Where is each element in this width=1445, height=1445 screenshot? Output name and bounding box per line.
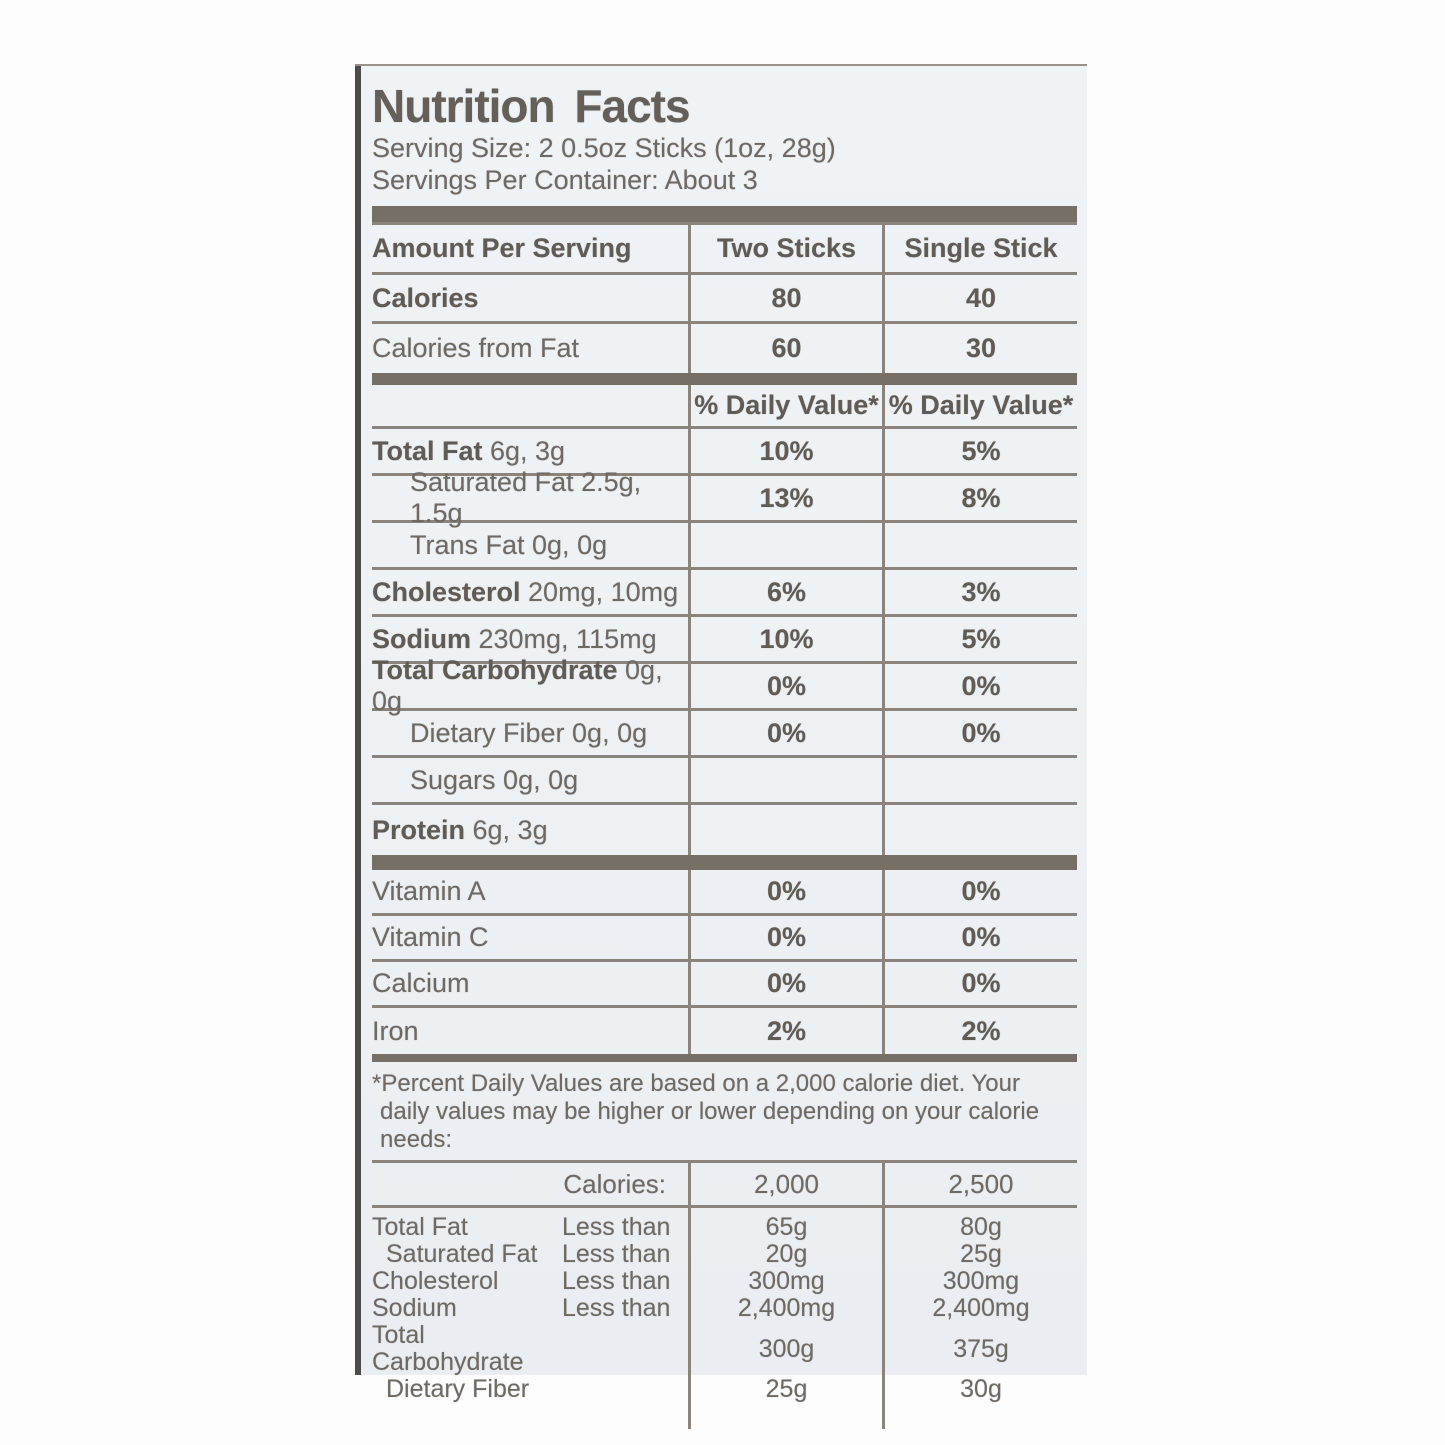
vitamin-single-stick-value: 2% xyxy=(882,1008,1077,1054)
footer-qualifier xyxy=(562,1322,682,1376)
daily-value-header-two-sticks: % Daily Value* xyxy=(688,385,882,426)
calories-from-fat-two-sticks-value: 60 xyxy=(688,324,882,373)
divider-bar xyxy=(372,855,1077,870)
nutrient-amount: Dietary Fiber 0g, 0g xyxy=(410,717,648,748)
nutrient-name: Total Fat xyxy=(372,435,483,466)
table-header-row xyxy=(372,225,1077,275)
footer-filler-row xyxy=(372,1403,1077,1429)
footer-row-dietary-fiber xyxy=(372,1376,1077,1403)
nutrient-two-sticks-value: 6% xyxy=(688,570,882,614)
nutrient-single-stick-value: 3% xyxy=(882,570,1077,614)
calories-from-fat-label: Calories from Fat xyxy=(372,333,580,363)
vitamin-two-sticks-value: 0% xyxy=(688,870,882,913)
footer-nutrient-name: Saturated Fat xyxy=(386,1240,538,1268)
footer-2000-value: 25g xyxy=(688,1376,882,1403)
vitamin-row-vitamin-a xyxy=(372,870,1077,916)
nutrient-amount: 20mg, 10mg xyxy=(520,576,679,607)
nutrient-single-stick-value: 8% xyxy=(882,476,1077,520)
nutrient-amount: 6g, 3g xyxy=(465,814,548,845)
daily-value-header-row xyxy=(372,385,1077,429)
nutrient-name: Total Carbohydrate xyxy=(372,655,618,685)
nutrient-amount: 230mg, 115mg xyxy=(471,623,657,654)
vitamin-name: Calcium xyxy=(372,968,470,998)
divider-bar xyxy=(372,1054,1077,1062)
footer-nutrient-name: Dietary Fiber xyxy=(386,1375,530,1403)
footer-qualifier: Less than xyxy=(562,1267,671,1295)
vitamin-two-sticks-value: 0% xyxy=(688,916,882,959)
footer-2000-value: 300g xyxy=(688,1322,882,1376)
footer-2500-calorie-header: 2,500 xyxy=(882,1163,1077,1205)
nutrient-amount: Saturated Fat 2.5g, 1.5g xyxy=(410,467,642,528)
column-header-single-stick: Single Stick xyxy=(882,225,1077,272)
vitamin-name: Vitamin C xyxy=(372,922,489,952)
vitamin-single-stick-value: 0% xyxy=(882,870,1077,913)
nutrient-single-stick-value xyxy=(882,523,1077,567)
nutrient-row-saturated-fat xyxy=(372,467,1077,528)
vitamin-row-iron xyxy=(372,1008,1077,1054)
nutrient-two-sticks-value: 10% xyxy=(688,617,882,661)
divider-bar xyxy=(372,373,1077,385)
divider-bar xyxy=(372,206,1077,222)
nutrient-two-sticks-value xyxy=(688,523,882,567)
servings-per-container-text: Servings Per Container: About 3 xyxy=(372,165,758,195)
calories-label: Calories xyxy=(372,282,479,313)
nutrient-name: Protein xyxy=(372,814,466,845)
main-nutrition-table xyxy=(372,222,1077,1062)
footer-nutrient-name: Total Carbohydrate xyxy=(372,1321,524,1376)
footer-2000-value: 65g xyxy=(688,1208,882,1241)
nutrient-amount: Sugars 0g, 0g xyxy=(410,764,579,795)
nutrient-row-dietary-fiber xyxy=(372,711,1077,758)
nutrient-row-trans-fat xyxy=(372,523,1077,570)
footer-2000-value: 300mg xyxy=(688,1268,882,1295)
footer-row-cholesterol xyxy=(372,1268,1077,1295)
daily-values-footnote: *Percent Daily Values are based on a 2,000 calorie diet. Your daily values may be higher or lower depending on your calorie needs: xyxy=(372,1070,1040,1153)
footer-qualifier: Less than xyxy=(562,1213,671,1241)
footer-qualifier: Less than xyxy=(562,1240,671,1268)
nutrient-two-sticks-value xyxy=(688,758,882,802)
vitamin-row-vitamin-c xyxy=(372,916,1077,962)
daily-value-header-single-stick: % Daily Value* xyxy=(882,385,1077,426)
footer-2500-value: 300mg xyxy=(882,1268,1077,1295)
nutrient-two-sticks-value xyxy=(688,805,882,855)
footer-header-row xyxy=(372,1163,1077,1208)
nutrient-two-sticks-value: 13% xyxy=(688,476,882,520)
nutrient-single-stick-value xyxy=(882,805,1077,855)
nutrition-facts-title: Nutrition Facts xyxy=(372,80,690,132)
vitamin-name: Vitamin A xyxy=(372,876,486,906)
nutrient-amount: 0g, 0g xyxy=(372,655,663,716)
label-left-edge xyxy=(355,66,361,1375)
footer-nutrient-name: Cholesterol xyxy=(372,1267,499,1295)
footer-qualifier: Less than xyxy=(562,1294,671,1322)
footer-calories-label: Calories: xyxy=(563,1168,666,1199)
nutrient-name: Sodium xyxy=(372,623,471,654)
footer-2500-value: 25g xyxy=(882,1241,1077,1268)
vitamin-name: Iron xyxy=(372,1015,419,1046)
nutrient-single-stick-value: 5% xyxy=(882,429,1077,473)
calories-from-fat-single-stick-value: 30 xyxy=(882,324,1077,373)
nutrient-name: Cholesterol xyxy=(372,576,521,607)
nutrient-row-protein xyxy=(372,805,1077,855)
calories-from-fat-row xyxy=(372,324,1077,373)
nutrient-amount: 6g, 3g xyxy=(482,435,566,466)
nutrient-row-cholesterol xyxy=(372,570,1077,617)
calories-two-sticks-value: 80 xyxy=(688,275,882,321)
calories-single-stick-value: 40 xyxy=(882,275,1077,321)
footer-2000-value: 20g xyxy=(688,1241,882,1268)
footer-qualifier xyxy=(562,1376,682,1403)
column-header-two-sticks: Two Sticks xyxy=(688,225,882,272)
nutrition-facts-label xyxy=(355,64,1087,1403)
nutrient-amount: Trans Fat 0g, 0g xyxy=(410,529,608,560)
footer-2000-calorie-header: 2,000 xyxy=(688,1163,882,1205)
footer-2500-value: 80g xyxy=(882,1208,1077,1241)
vitamin-two-sticks-value: 0% xyxy=(688,962,882,1005)
nutrient-two-sticks-value: 0% xyxy=(688,664,882,708)
nutrient-row-sugars xyxy=(372,758,1077,805)
footer-nutrient-name: Sodium xyxy=(372,1294,457,1322)
calories-row xyxy=(372,275,1077,324)
footer-row-total-carbohydrate xyxy=(372,1322,1077,1376)
footer-2500-value: 375g xyxy=(882,1322,1077,1376)
nutrient-single-stick-value: 0% xyxy=(882,711,1077,755)
nutrient-row-total-carbohydrate xyxy=(372,655,1077,716)
vitamin-single-stick-value: 0% xyxy=(882,916,1077,959)
serving-size-text: Serving Size: 2 0.5oz Sticks (1oz, 28g) xyxy=(372,133,836,163)
vitamin-row-calcium xyxy=(372,962,1077,1008)
footer-row-total-fat xyxy=(372,1208,1077,1241)
vitamin-single-stick-value: 0% xyxy=(882,962,1077,1005)
nutrient-two-sticks-value: 10% xyxy=(688,429,882,473)
footer-row-sodium xyxy=(372,1295,1077,1322)
nutrient-single-stick-value xyxy=(882,758,1077,802)
nutrient-two-sticks-value: 0% xyxy=(688,711,882,755)
footer-row-saturated-fat xyxy=(372,1241,1077,1268)
footer-2000-value: 2,400mg xyxy=(688,1295,882,1322)
vitamin-two-sticks-value: 2% xyxy=(688,1008,882,1054)
footer-2500-value: 2,400mg xyxy=(882,1295,1077,1322)
footer-nutrient-name: Total Fat xyxy=(372,1213,468,1241)
nutrient-single-stick-value: 5% xyxy=(882,617,1077,661)
column-header-amount-per-serving: Amount Per Serving xyxy=(372,233,632,263)
footer-2500-value: 30g xyxy=(882,1376,1077,1403)
daily-values-reference-table xyxy=(372,1160,1077,1429)
nutrient-single-stick-value: 0% xyxy=(882,664,1077,708)
